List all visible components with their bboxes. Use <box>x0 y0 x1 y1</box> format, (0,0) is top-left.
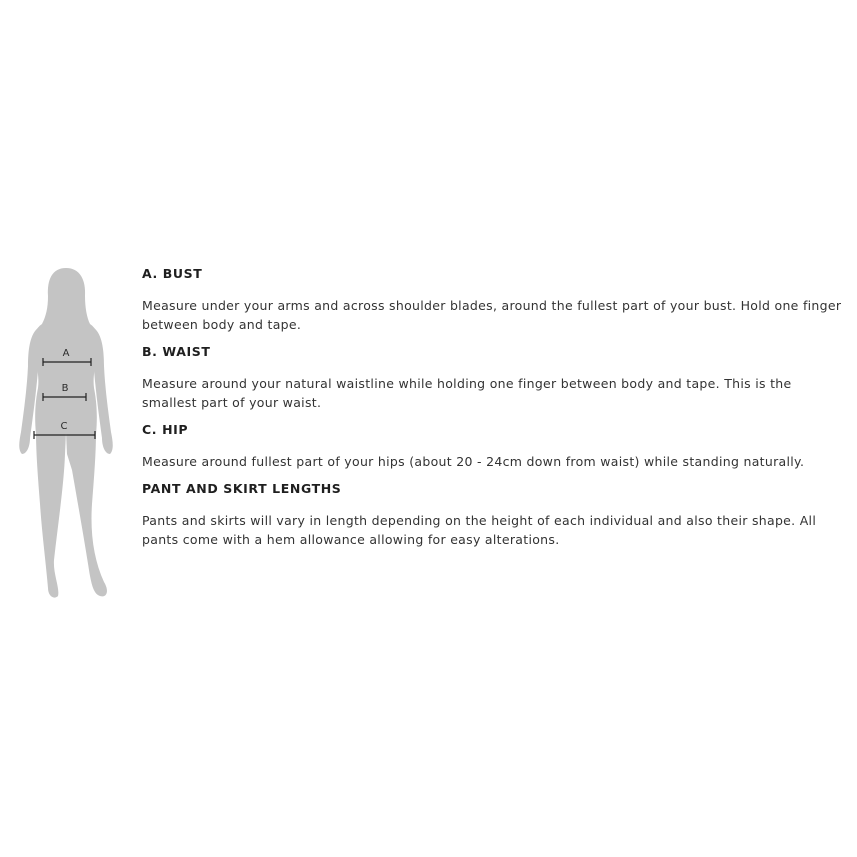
section-hip <box>142 422 847 471</box>
section-waist <box>142 344 847 412</box>
waist-label: B <box>61 383 69 394</box>
body-measurement-figure <box>14 264 118 604</box>
measurement-guide <box>142 266 847 559</box>
section-text: Measure under your arms and across shoulder blades, around the fullest part of your bust. Hold one finger between body and tape. <box>142 298 842 332</box>
section-bust <box>142 266 847 334</box>
hip-label: C <box>60 421 68 432</box>
section-heading: C. HIP <box>142 422 189 437</box>
section-heading: A. BUST <box>142 266 203 281</box>
section-heading: B. WAIST <box>142 344 211 359</box>
section-text: Pants and skirts will vary in length depending on the height of each individual and also their shape. All pants come with a hem allowance allowing for easy alterations. <box>142 513 817 547</box>
silhouette-shape <box>19 268 113 598</box>
section-text: Measure around your natural waistline while holding one finger between body and tape. This is the smallest part of your waist. <box>142 376 792 410</box>
bust-label: A <box>62 348 70 359</box>
female-body-silhouette-icon <box>14 264 118 604</box>
section-text: Measure around fullest part of your hips (about 20 - 24cm down from waist) while standing naturally. <box>142 454 805 469</box>
section-heading: PANT AND SKIRT LENGTHS <box>142 481 342 496</box>
section-pant-skirt-lengths <box>142 481 847 549</box>
